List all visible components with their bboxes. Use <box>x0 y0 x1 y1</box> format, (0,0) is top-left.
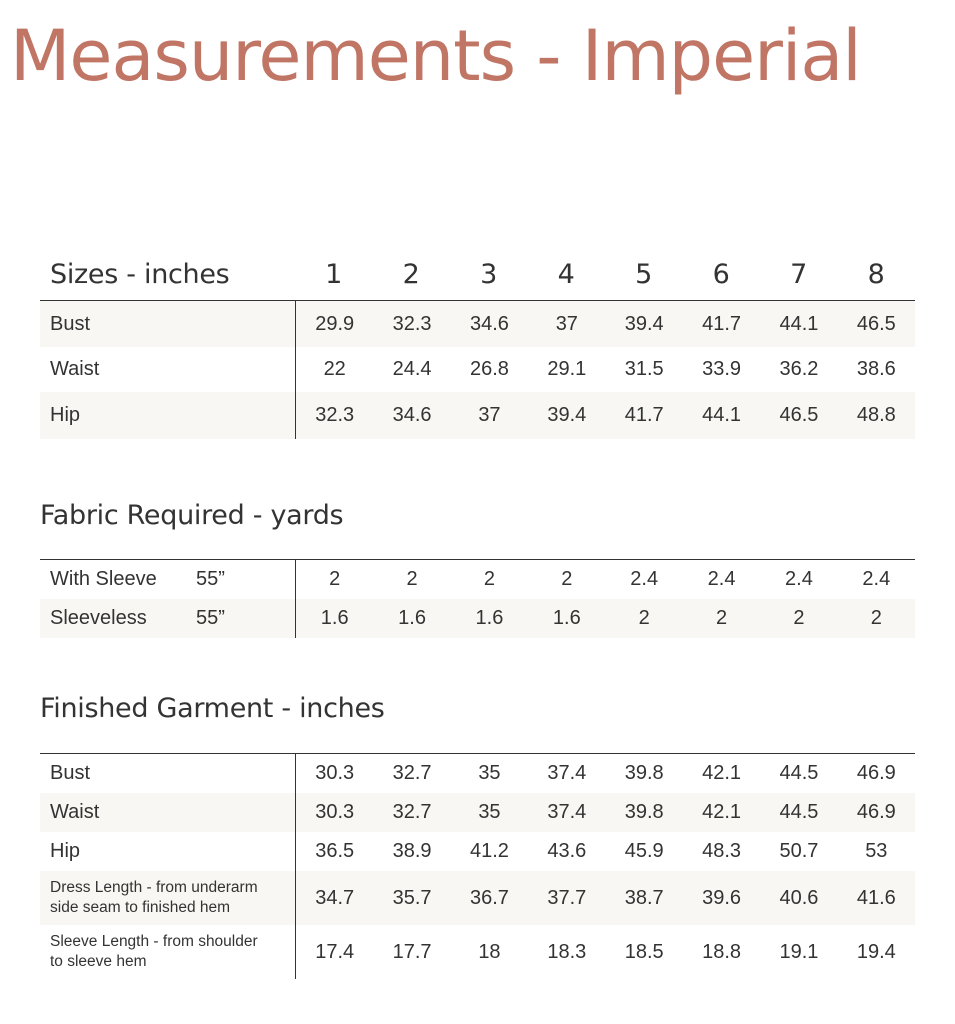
table-cell: 32.3 <box>392 312 432 335</box>
table-cell: 37 <box>478 404 501 426</box>
table-cell: 50.7 <box>779 840 819 862</box>
table-cell: 19.4 <box>856 940 896 963</box>
table-cell: 34.7 <box>315 886 355 909</box>
table-cell: 46.5 <box>856 312 896 335</box>
fabric-width-label: 55” <box>196 607 225 629</box>
table-cell: 30.3 <box>315 762 355 784</box>
table-cell: 41.2 <box>469 840 509 862</box>
table-cell: 2 <box>716 607 728 629</box>
table-row <box>40 832 915 871</box>
row-label: Waist <box>50 801 100 823</box>
body-measurements-table <box>40 248 915 439</box>
table-cell: 36.2 <box>779 358 819 380</box>
table-cell: 39.4 <box>547 404 587 426</box>
row-label <box>40 607 295 630</box>
table-cell: 2 <box>483 568 495 590</box>
table-cell: 22 <box>323 358 346 380</box>
table-cell: 1.6 <box>320 607 349 629</box>
table-cell: 17.4 <box>315 940 355 963</box>
table-cell: 31.5 <box>624 358 664 380</box>
table-cell: 48.8 <box>856 404 896 426</box>
table-cell: 34.6 <box>469 312 509 335</box>
table-cell: 29.1 <box>547 358 587 380</box>
table-cell: 39.8 <box>624 801 664 823</box>
table-cell: 26.8 <box>469 358 509 380</box>
table-cell: 2 <box>561 568 573 590</box>
row-label-line: to sleeve hem <box>50 953 147 970</box>
row-label <box>40 568 295 591</box>
row-label: Bust <box>50 312 91 335</box>
fabric-type-label: Sleeveless <box>50 607 147 629</box>
size-header: 1 <box>325 258 343 290</box>
table-cell: 2 <box>329 568 341 590</box>
table-cell: 19.1 <box>779 940 819 963</box>
table-cell: 44.5 <box>779 801 819 823</box>
row-label-line: Dress Length - from underarm <box>50 878 258 896</box>
table-cell: 40.6 <box>779 886 819 909</box>
row-label: Hip <box>50 840 81 862</box>
table-cell: 46.9 <box>856 801 896 823</box>
table-cell: 41.7 <box>624 404 664 426</box>
table-row <box>40 301 915 347</box>
table-cell: 36.5 <box>315 840 355 862</box>
fabric-table <box>40 559 915 638</box>
table-cell: 30.3 <box>315 801 355 823</box>
size-header: 6 <box>712 258 730 290</box>
table-cell: 44.1 <box>702 404 742 426</box>
table-row <box>40 754 915 793</box>
size-header: 3 <box>480 258 498 290</box>
table-cell: 17.7 <box>392 940 432 963</box>
row-label: Hip <box>50 404 81 426</box>
table-cell: 46.9 <box>856 762 896 784</box>
row-label-line: side seam to finished hem <box>50 899 231 916</box>
table-row <box>40 599 915 638</box>
table-row <box>40 347 915 392</box>
table-cell: 2.4 <box>785 568 813 590</box>
table-cell: 38.6 <box>856 358 896 380</box>
table-cell: 2.4 <box>707 568 736 590</box>
table-cell: 32.7 <box>392 801 432 823</box>
table-cell: 35 <box>478 762 501 784</box>
table-cell: 37 <box>555 312 578 335</box>
table-cell: 53 <box>865 840 888 862</box>
size-header: 2 <box>402 258 420 290</box>
table-cell: 39.6 <box>702 886 742 909</box>
size-header: 4 <box>557 258 575 290</box>
body-rows <box>40 300 915 439</box>
table-row <box>40 925 915 979</box>
table-cell: 32.7 <box>392 762 432 784</box>
table-cell: 39.4 <box>624 312 664 335</box>
table-cell: 24.4 <box>392 358 432 380</box>
table-cell: 2 <box>638 607 650 629</box>
table-cell: 43.6 <box>547 840 587 862</box>
table-cell: 37.7 <box>547 886 587 909</box>
table-cell: 35 <box>478 801 501 823</box>
table-cell: 38.9 <box>392 840 432 862</box>
size-header: 8 <box>867 258 885 290</box>
table-cell: 42.1 <box>702 762 742 784</box>
table-cell: 37.4 <box>547 801 587 823</box>
table-cell: 41.6 <box>856 886 896 909</box>
table-cell: 29.9 <box>315 312 355 335</box>
fabric-width-label: 55” <box>196 568 225 590</box>
table-cell: 33.9 <box>702 358 742 380</box>
table-cell: 1.6 <box>398 607 426 629</box>
table-cell: 48.3 <box>702 840 742 862</box>
table-cell: 2.4 <box>630 568 659 590</box>
table-cell: 1.6 <box>552 607 581 629</box>
table-cell: 2 <box>870 607 882 629</box>
table-header-row <box>40 248 915 300</box>
table-cell: 42.1 <box>702 801 742 823</box>
table-cell: 38.7 <box>624 886 664 909</box>
table-cell: 44.5 <box>779 762 819 784</box>
sizes-header-label: Sizes - inches <box>50 258 230 290</box>
table-cell: 18.3 <box>547 940 587 963</box>
table-cell: 2 <box>406 568 418 590</box>
table-row <box>40 392 915 439</box>
table-cell: 18.8 <box>702 940 742 963</box>
table-cell: 41.7 <box>702 312 742 335</box>
table-cell: 37.4 <box>547 762 587 784</box>
table-cell: 36.7 <box>469 886 509 909</box>
table-cell: 32.3 <box>315 404 355 426</box>
table-cell: 45.9 <box>624 840 664 862</box>
table-cell: 2.4 <box>862 568 891 590</box>
row-label: Waist <box>50 358 100 380</box>
table-cell: 39.8 <box>624 762 664 784</box>
size-header: 7 <box>790 258 808 290</box>
table-row <box>40 793 915 832</box>
garment-section-title: Finished Garment - inches <box>40 693 385 724</box>
table-row <box>40 871 915 925</box>
row-label <box>40 932 295 972</box>
table-cell: 2 <box>793 607 805 629</box>
table-cell: 1.6 <box>475 607 504 629</box>
row-label-line: Sleeve Length - from shoulder <box>50 932 258 950</box>
table-cell: 35.7 <box>392 886 432 909</box>
table-cell: 34.6 <box>392 404 432 426</box>
row-label: Bust <box>50 762 91 784</box>
table-cell: 18.5 <box>624 940 664 963</box>
fabric-type-label: With Sleeve <box>50 568 157 590</box>
table-cell: 46.5 <box>779 404 819 426</box>
table-cell: 18 <box>478 940 501 963</box>
garment-table <box>40 753 915 979</box>
fabric-section-title: Fabric Required - yards <box>40 500 344 531</box>
row-label <box>40 878 295 918</box>
size-header: 5 <box>635 258 653 290</box>
page-title: Measurements - Imperial <box>10 15 861 97</box>
table-cell: 44.1 <box>779 312 819 335</box>
table-row <box>40 560 915 599</box>
